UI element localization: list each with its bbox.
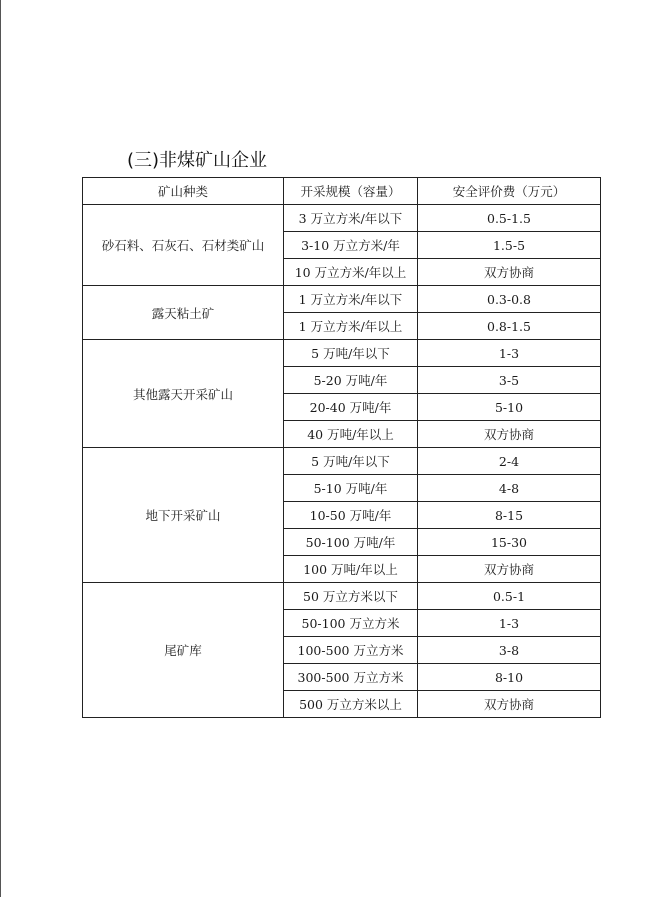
scale-cell: 3-10 万立方米/年 bbox=[284, 232, 418, 259]
table-row bbox=[83, 340, 601, 367]
fee-cell: 8-10 bbox=[418, 664, 601, 691]
fee-cell: 4-8 bbox=[418, 475, 601, 502]
fee-cell: 1-3 bbox=[418, 610, 601, 637]
fee-cell: 0.5-1.5 bbox=[418, 205, 601, 232]
table-row bbox=[83, 286, 601, 313]
section-title: (三)非煤矿山企业 bbox=[127, 150, 268, 171]
scale-cell: 100-500 万立方米 bbox=[284, 637, 418, 664]
scale-cell: 10-50 万吨/年 bbox=[284, 502, 418, 529]
page-left-edge bbox=[0, 0, 1, 897]
fee-cell: 3-8 bbox=[418, 637, 601, 664]
scale-cell: 300-500 万立方米 bbox=[284, 664, 418, 691]
header-mining-scale: 开采规模（容量） bbox=[284, 178, 418, 205]
scale-cell: 50-100 万吨/年 bbox=[284, 529, 418, 556]
fee-cell: 3-5 bbox=[418, 367, 601, 394]
scale-cell: 3 万立方米/年以下 bbox=[284, 205, 418, 232]
table-row bbox=[83, 448, 601, 475]
table-row bbox=[83, 205, 601, 232]
fee-cell: 5-10 bbox=[418, 394, 601, 421]
scale-cell: 50 万立方米以下 bbox=[284, 583, 418, 610]
header-safety-fee: 安全评价费（万元） bbox=[418, 178, 601, 205]
table-header-row bbox=[83, 178, 601, 205]
mine-category-cell: 其他露天开采矿山 bbox=[83, 340, 284, 448]
fee-cell: 2-4 bbox=[418, 448, 601, 475]
fee-cell: 0.3-0.8 bbox=[418, 286, 601, 313]
scale-cell: 500 万立方米以上 bbox=[284, 691, 418, 718]
fee-cell: 1-3 bbox=[418, 340, 601, 367]
scale-cell: 5 万吨/年以下 bbox=[284, 340, 418, 367]
fee-cell: 0.5-1 bbox=[418, 583, 601, 610]
scale-cell: 40 万吨/年以上 bbox=[284, 421, 418, 448]
table-row bbox=[83, 583, 601, 610]
fee-cell: 15-30 bbox=[418, 529, 601, 556]
fee-cell: 8-15 bbox=[418, 502, 601, 529]
mine-category-cell: 露天粘土矿 bbox=[83, 286, 284, 340]
fee-cell: 0.8-1.5 bbox=[418, 313, 601, 340]
safety-fee-table bbox=[82, 177, 601, 718]
scale-cell: 10 万立方米/年以上 bbox=[284, 259, 418, 286]
fee-cell: 双方协商 bbox=[418, 556, 601, 583]
scale-cell: 5-20 万吨/年 bbox=[284, 367, 418, 394]
fee-cell: 1.5-5 bbox=[418, 232, 601, 259]
mine-category-cell: 地下开采矿山 bbox=[83, 448, 284, 583]
mine-category-cell: 尾矿库 bbox=[83, 583, 284, 718]
fee-cell: 双方协商 bbox=[418, 259, 601, 286]
scale-cell: 20-40 万吨/年 bbox=[284, 394, 418, 421]
scale-cell: 100 万吨/年以上 bbox=[284, 556, 418, 583]
mine-category-cell: 砂石料、石灰石、石材类矿山 bbox=[83, 205, 284, 286]
header-mine-type: 矿山种类 bbox=[83, 178, 284, 205]
scale-cell: 5 万吨/年以下 bbox=[284, 448, 418, 475]
fee-cell: 双方协商 bbox=[418, 691, 601, 718]
scale-cell: 50-100 万立方米 bbox=[284, 610, 418, 637]
scale-cell: 5-10 万吨/年 bbox=[284, 475, 418, 502]
scale-cell: 1 万立方米/年以下 bbox=[284, 286, 418, 313]
fee-cell: 双方协商 bbox=[418, 421, 601, 448]
scale-cell: 1 万立方米/年以上 bbox=[284, 313, 418, 340]
